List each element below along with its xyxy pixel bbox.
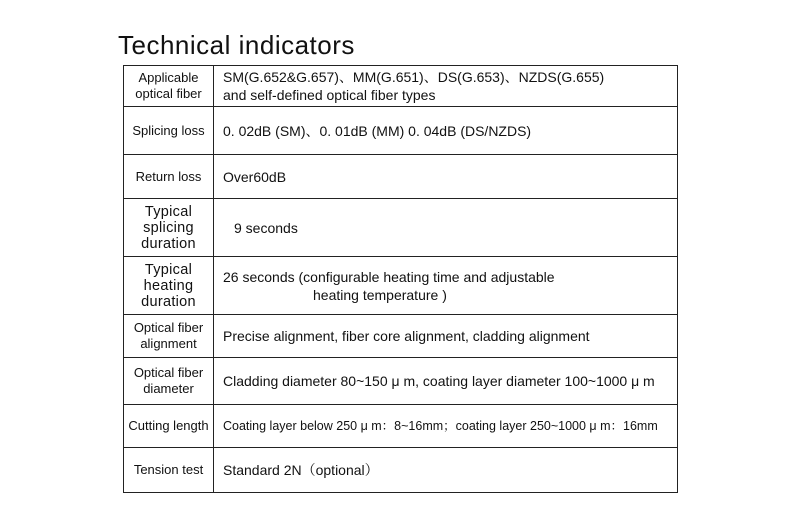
value-line: heating temperature ) bbox=[313, 286, 447, 303]
row-label bbox=[124, 257, 214, 315]
row-label bbox=[124, 66, 214, 107]
value-line: Over60dB bbox=[223, 168, 287, 185]
row-label bbox=[124, 405, 214, 448]
row-value bbox=[214, 257, 678, 315]
value-line: 26 seconds (configurable heating time and adjustable bbox=[223, 268, 555, 285]
page-title: Technical indicators bbox=[118, 30, 355, 60]
value-line: Cladding diameter 80~150 μ m, coating layer diameter 100~1000 μ m bbox=[223, 373, 655, 389]
value-line: Standard 2N（optional） bbox=[223, 462, 379, 478]
table-row bbox=[124, 155, 678, 199]
label-line: Applicable bbox=[138, 70, 199, 85]
row-value bbox=[214, 155, 678, 199]
row-value bbox=[214, 107, 678, 155]
value-line: 0. 02dB (SM)、0. 01dB (MM) 0. 04dB (DS/NZDS) bbox=[223, 122, 532, 139]
label-line: duration bbox=[141, 235, 196, 252]
label-line: Typical bbox=[144, 203, 193, 220]
row-label bbox=[124, 448, 214, 493]
row-value bbox=[214, 405, 678, 448]
table-row bbox=[124, 199, 678, 257]
label-line: Optical fiber bbox=[133, 365, 204, 380]
row-value bbox=[214, 448, 678, 493]
row-value bbox=[214, 199, 678, 257]
row-label bbox=[124, 315, 214, 358]
label-line: Return loss bbox=[135, 168, 202, 184]
table-row bbox=[124, 66, 678, 107]
table-row bbox=[124, 358, 678, 405]
row-value bbox=[214, 315, 678, 358]
label-line: alignment bbox=[140, 336, 197, 351]
label-line: Typical bbox=[144, 261, 193, 278]
label-line: Splicing loss bbox=[132, 122, 205, 138]
label-line: optical fiber bbox=[135, 86, 202, 101]
row-label bbox=[124, 107, 214, 155]
value-line: SM(G.652&G.657)、MM(G.651)、DS(G.653)、NZDS(G.655) bbox=[223, 69, 605, 85]
value-line: and self-defined optical fiber types bbox=[223, 87, 436, 103]
table-row bbox=[124, 107, 678, 155]
label-line: splicing bbox=[143, 219, 194, 236]
spec-table bbox=[123, 65, 678, 493]
table-row bbox=[124, 257, 678, 315]
table-row bbox=[124, 448, 678, 493]
label-line: Tension test bbox=[133, 462, 204, 477]
value-line: Coating layer below 250 μ m：8~16mm；coating layer 250~1000 μ m：16mm bbox=[223, 419, 658, 433]
label-line: diameter bbox=[143, 381, 194, 396]
table-row bbox=[124, 315, 678, 358]
label-line: Cutting length bbox=[128, 418, 209, 433]
row-value bbox=[214, 358, 678, 405]
value-line: Precise alignment, fiber core alignment, cladding alignment bbox=[223, 328, 590, 344]
row-value bbox=[214, 66, 678, 107]
label-line: Optical fiber bbox=[133, 320, 204, 335]
label-line: duration bbox=[141, 293, 196, 310]
table-row bbox=[124, 405, 678, 448]
value-line: 9 seconds bbox=[234, 219, 298, 236]
row-label bbox=[124, 199, 214, 257]
row-label bbox=[124, 155, 214, 199]
label-line: heating bbox=[143, 277, 194, 294]
row-label bbox=[124, 358, 214, 405]
